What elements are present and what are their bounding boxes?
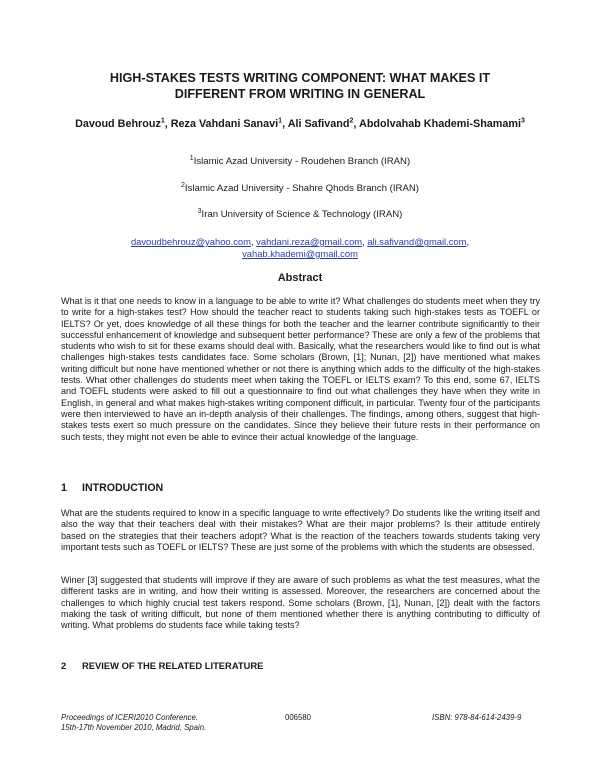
author-name: Ali Safivand	[287, 118, 350, 130]
affiliation	[60, 209, 540, 220]
title-line-2: DIFFERENT FROM WRITING IN GENERAL	[174, 87, 426, 101]
author-name: Davoud Behrouz	[75, 118, 161, 130]
email-link[interactable]: vahdani.reza@gmail.com	[256, 236, 363, 247]
footer-proceedings-name: Proceedings of ICERI2010 Conference.	[61, 713, 198, 722]
footer-page-number: 006580	[285, 713, 312, 722]
footer-isbn: ISBN: 978-84-614-2439-9	[432, 713, 522, 722]
author-name: Abdolvahab Khademi-Shamami	[359, 118, 522, 130]
section-number: 1	[61, 482, 67, 494]
intro-paragraph: Winer [3] suggested that students will improve if they are aware of such problems as what the test measures, what the different tasks are in writing, and how their writing is assessed. Moreover, the researchers are concerned about the challenges to which highly crucial test takers respond. Some scholars (Brown, [1], Nunan, [2]) dealt with the factors making the task of writing difficult, but none of them mentioned whether there is anything contributing to difficulty of writing. What problems do students face while taking tests?	[61, 575, 540, 631]
abstract-body: What is it that one needs to know in a language to be able to write it? What challenges do students meet when they try to write for a high-stakes test? How should the teacher react to students taking such high-stakes tests as TOEFL or IELTS? Or yet, does knowledge of all these things for both the teacher and the learner contribute significantly to their successful enhancement of knowledge and subsequent better performance? These are only a few of the problems that students who wish to sit for these exams should deal with. Basically, what the researchers would like to find out is what challenges high-stakes tests candidates face. Some scholars (Brown, [1]; Nunan, [2]) have mentioned what makes writing difficult but none have mentioned whether or not there is anything which adds to the difficulty of the high-stakes tests. What other challenges do students meet when taking the TOEFL or IELTS exam? To this end, some 67, IELTS and TOEFL students were asked to fill out a questionnaire to find out what challenges they have when they write in English, in general and what makes high-stakes writing component difficult, in particular. Twenty four of the participants were then interviewed to have an in-depth analysis of their challenges. The findings, among others, suggest that high-stakes tests exert so much pressure on the candidates. Since they believe their future rests in their performance on such tests, they might not even be able to evince their actual knowledge of the language.	[61, 296, 540, 442]
intro-paragraph: What are the students required to know in a specific language to write effectively? Do students like the writing itself and also the way that their teachers deal with their mistakes? What are their major problems? Is their attitude entirely based on the strategies that their teachers adopt? What is the reaction of the teachers towards students taking very important tests such as TOEFL or IELTS? These are just some of the problems with which the students are obsessed.	[61, 508, 540, 552]
email-link[interactable]: vahab.khademi@gmail.com	[242, 248, 358, 259]
footer-conference-dates: 15th-17th November 2010, Madrid, Spain.	[61, 723, 207, 732]
affiliation-text: Islamic Azad University - Shahre Qhods Branch (IRAN)	[184, 183, 419, 194]
affiliation-mark: 1	[189, 154, 194, 162]
footer-proceedings	[61, 713, 206, 733]
affiliation-text: Islamic Azad University - Roudehen Branch (IRAN)	[193, 156, 411, 167]
section-number: 2	[61, 660, 67, 671]
author-name: Reza Vahdani Sanavi	[170, 118, 279, 130]
email-link[interactable]: davoudbehrouz@yahoo.com	[130, 236, 251, 247]
affiliation-mark: 3	[197, 207, 202, 215]
section-title: INTRODUCTION	[82, 482, 164, 494]
abstract-heading: Abstract	[277, 272, 323, 284]
email-link[interactable]: ali.safivand@gmail.com	[367, 236, 467, 247]
affiliation	[60, 156, 540, 167]
author-affiliation-mark: 1	[160, 117, 165, 125]
author-affiliation-mark: 1	[278, 117, 283, 125]
section-title: REVIEW OF THE RELATED LITERATURE	[82, 660, 264, 671]
affiliation	[60, 183, 540, 194]
title-line-1: HIGH-STAKES TESTS WRITING COMPONENT: WHAT MAKES IT	[109, 71, 491, 85]
author-affiliation-mark: 2	[349, 117, 354, 125]
email-list: davoudbehrouz@yahoo.com, vahdani.reza@gmail.com, ali.safivand@gmail.com, vahab.khademi@gmail.com	[130, 236, 470, 259]
author-affiliation-mark: 3	[521, 117, 525, 125]
affiliation-text: Iran University of Science & Technology (IRAN)	[201, 209, 403, 220]
author-list: Davoud Behrouz$^1$, Reza Vahdani Sanavi$^1$, Ali Safivand$^2$, Abdolvahab Khademi-Shamami$^3$	[75, 117, 525, 130]
affiliation-mark: 2	[181, 181, 185, 189]
paper-title	[60, 70, 540, 102]
section-heading	[61, 660, 263, 671]
section-heading	[61, 482, 163, 494]
